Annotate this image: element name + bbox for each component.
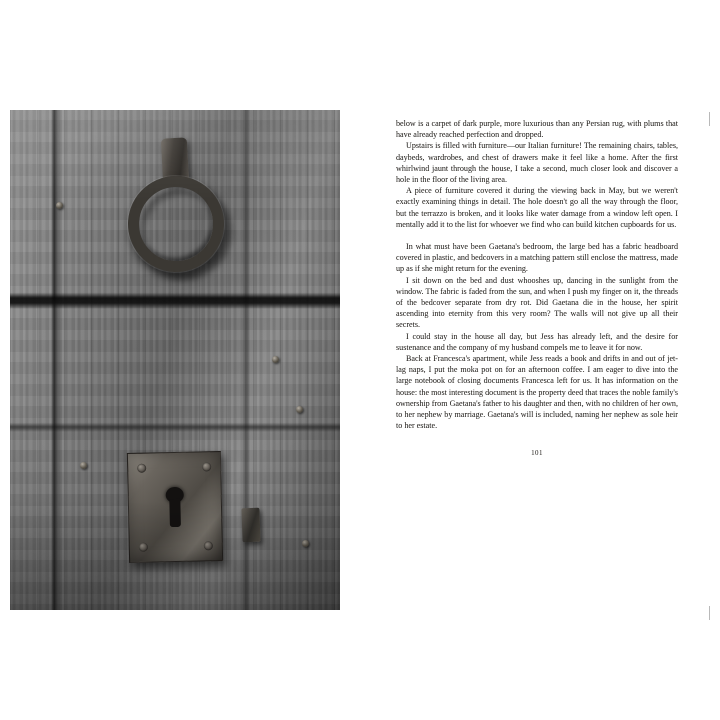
paragraph: below is a carpet of dark purple, more luxurious than any Persian rug, with plums that have already reached perfection and dropped.	[396, 119, 678, 140]
paragraph: Upstairs is filled with furniture—our Italian furniture! The remaining chairs, tables, daybeds, wardrobes, and chest of drawers make it feel like a home. After the first whirlwind jaunt through the house, I take a second, much closer look and discover a hole in the floor of the living area.	[396, 141, 678, 185]
book-text-page	[396, 118, 682, 598]
crop-mark	[709, 606, 710, 620]
photo-vignette	[10, 110, 340, 610]
door-photograph	[10, 110, 340, 610]
paragraph: Back at Francesca's apartment, while Jess reads a book and drifts in and out of jet-lag naps, I put the moka pot on for an afternoon coffee. I am eager to dive into the large notebook of closing documents Francesca left for us. It has information on the house: the most interesting document is the property deed that traces the noble family's ownership from Gaetana's father to his daughter and then, with no children of her own, to her nephew by marriage. Gaetana's will is included, naming her nephew as sole heir to her estate.	[396, 354, 678, 431]
paragraph: In what must have been Gaetana's bedroom, the large bed has a fabric headboard covered in plastic, and bedcovers in a matching pattern still enclose the mattress, made up as if she might return for the evening.	[396, 242, 678, 274]
crop-mark	[709, 112, 710, 126]
paragraph: I could stay in the house all day, but Jess has already left, and the desire for sustenance and the company of my husband compels me to leave it for now.	[396, 331, 678, 352]
paragraph: I sit down on the bed and dust whooshes up, dancing in the sunlight from the window. The fabric is faded from the sun, and when I push my finger on it, the threads of the bedcover separate from dry rot. Did Gaetana die in the house, her spirit ascending into eternity from this very room? The walls will not give up all their secrets.	[396, 275, 678, 330]
body-column	[396, 118, 678, 460]
paragraph: A piece of furniture covered it during the viewing back in May, but we weren't exactly examining things in detail. The hole doesn't go all the way through the floor, but the terrazzo is broken, and it looks like water damage from a window left open. I mentally add it to the list for whoever we find who can build kitchen cupboards for us.	[396, 186, 678, 229]
section-break	[396, 230, 678, 241]
page-number: 101	[531, 449, 543, 458]
